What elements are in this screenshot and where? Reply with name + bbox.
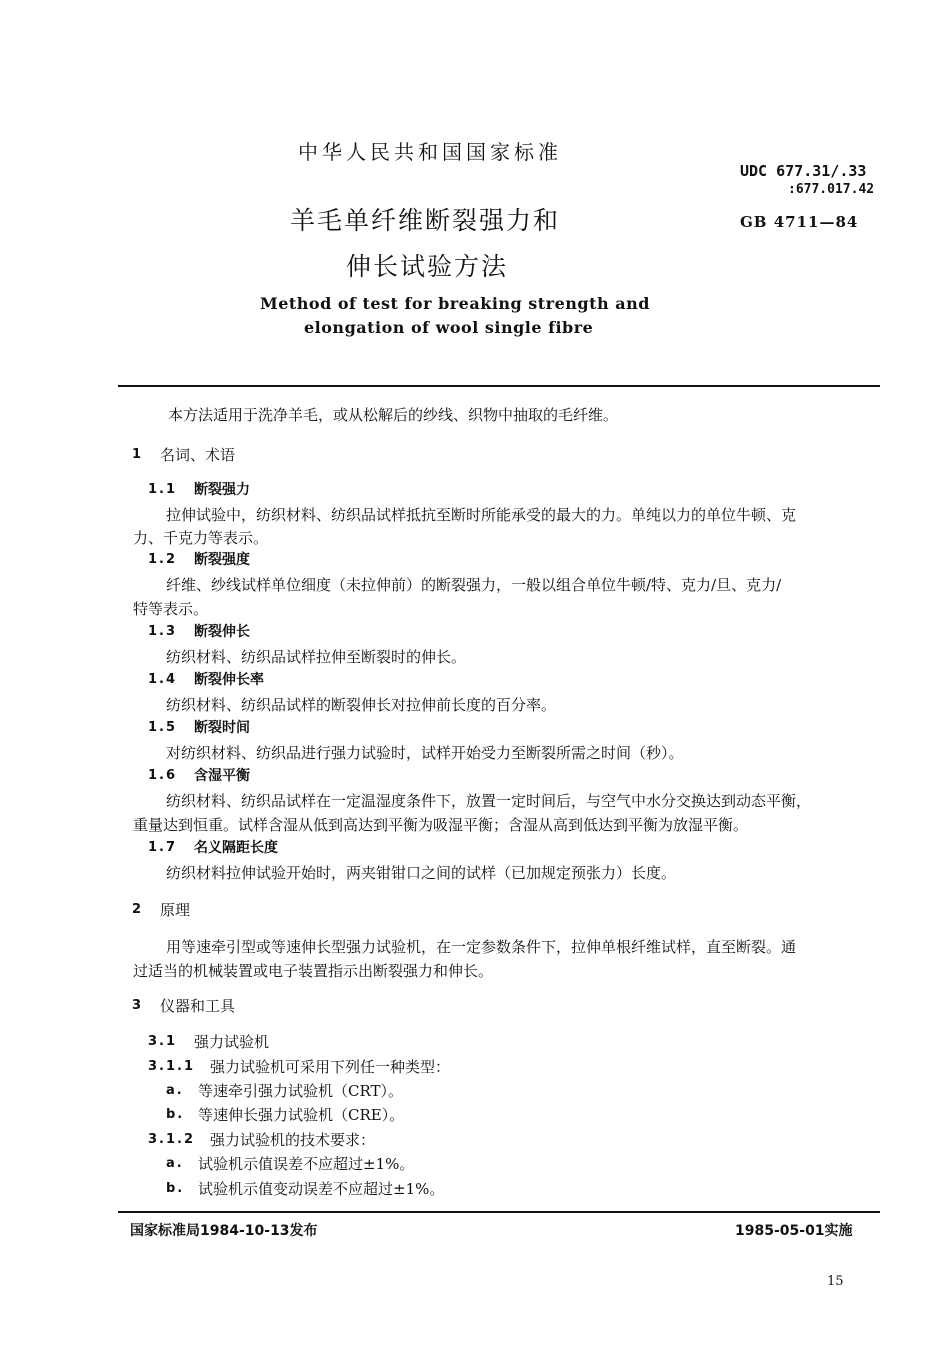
item-1-3-line1: 纺织材料、纺织品试样拉伸至断裂时的伸长。 [166,648,467,666]
item-1-5-line1: 对纺织材料、纺织品进行强力试验时，试样开始受力至断裂所需之时间（秒）。 [166,744,684,762]
item-1-2-line1: 纤维、纱线试样单位细度（未拉伸前）的断裂强力，一般以组合单位牛顿/特、克力/旦、克力/ [166,576,782,594]
item-1-6-line2: 重量达到恒重。试样含湿从低到高达到平衡为吸湿平衡；含湿从高到低达到平衡为放湿平衡。 [133,816,749,834]
item-1-2-term: 断裂强度 [194,552,250,568]
item-3-1-2-b-label: b. [166,1181,185,1196]
title-cn-line1: 羊毛单纤维断裂强力和 [290,206,561,235]
section-2-line1: 用等速牵引型或等速伸长型强力试验机，在一定参数条件下，拉伸单根纤维试样，直至断裂。通 [166,938,797,956]
item-1-4-line1: 纺织材料、纺织品试样的断裂伸长对拉伸前长度的百分率。 [166,696,557,714]
item-3-1-2-b: 试验机示值变动误差不应超过±1%。 [198,1180,445,1198]
item-1-5-term: 断裂时间 [194,720,250,736]
item-3-1-2-text: 强力试验机的技术要求： [210,1131,376,1149]
item-3-1-1-b: 等速伸长强力试验机（CRE）。 [198,1106,405,1124]
footer-divider [118,1211,880,1213]
item-1-1-term: 断裂强力 [194,482,250,498]
title-en-line1: Method of test for breaking strength and [260,294,650,313]
item-1-3-number: 1.3 [148,624,178,639]
page-number: 15 [827,1274,844,1289]
item-1-5-number: 1.5 [148,720,178,735]
item-3-1-1-a-label: a. [166,1083,184,1098]
header-divider [118,385,880,387]
item-1-1-line1: 拉伸试验中，纺织材料、纺织品试样抵抗至断时所能承受的最大的力。单纯以力的单位牛顿、克 [166,506,797,524]
title-en-line2: elongation of wool single fibre [304,318,594,337]
section-2-title: 原理 [160,901,191,919]
item-3-1-2-a: 试验机示值误差不应超过±1%。 [198,1155,415,1173]
item-1-3-term: 断裂伸长 [194,624,250,640]
udc-code-line1: UDC 677.31/.33 [740,162,867,180]
item-3-1-1-b-label: b. [166,1107,185,1122]
item-1-7-number: 1.7 [148,840,178,855]
item-3-1-2-a-label: a. [166,1156,184,1171]
item-1-6-term: 含湿平衡 [194,768,250,784]
item-1-2-line2: 特等表示。 [133,600,209,618]
item-1-2-number: 1.2 [148,552,178,567]
item-1-1-line2: 力、千克力等表示。 [133,529,269,547]
item-1-6-line1: 纺织材料、纺织品试样在一定温湿度条件下，放置一定时间后，与空气中水分交换达到动态平衡， [166,792,812,810]
item-1-7-term: 名义隔距长度 [194,840,278,856]
item-3-1-1-a: 等速牵引强力试验机（CRT）。 [198,1082,404,1100]
item-3-1-title: 强力试验机 [194,1033,270,1051]
item-1-4-number: 1.4 [148,672,178,687]
section-3-title: 仪器和工具 [160,997,236,1015]
title-cn-line2: 伸长试验方法 [346,252,509,281]
item-3-1-2-number: 3.1.2 [148,1132,196,1147]
item-1-4-term: 断裂伸长率 [194,672,264,688]
item-3-1-1-number: 3.1.1 [148,1059,196,1074]
udc-code-line2: :677.017.42 [788,182,875,197]
item-3-1-number: 3.1 [148,1034,178,1049]
issue-date: 国家标准局1984-10-13发布 [130,1223,318,1239]
section-3-number: 3 [132,998,144,1013]
section-1-number: 1 [132,447,144,462]
item-3-1-1-text: 强力试验机可采用下列任一种类型： [210,1058,451,1076]
effective-date: 1985-05-01实施 [735,1223,853,1239]
item-1-6-number: 1.6 [148,768,178,783]
section-2-number: 2 [132,902,144,917]
section-2-line2: 过适当的机械装置或电子装置指示出断裂强力和伸长。 [133,962,494,980]
intro-paragraph: 本方法适用于洗净羊毛，或从松解后的纱线、织物中抽取的毛纤维。 [168,406,619,424]
section-1-title: 名词、术语 [160,446,236,464]
gb-standard-code: GB 4711—84 [740,213,859,231]
item-1-7-line1: 纺织材料拉伸试验开始时，两夹钳钳口之间的试样（已加规定预张力）长度。 [166,864,677,882]
national-standard-heading: 中华人民共和国国家标准 [298,140,562,164]
item-1-1-number: 1.1 [148,482,178,497]
